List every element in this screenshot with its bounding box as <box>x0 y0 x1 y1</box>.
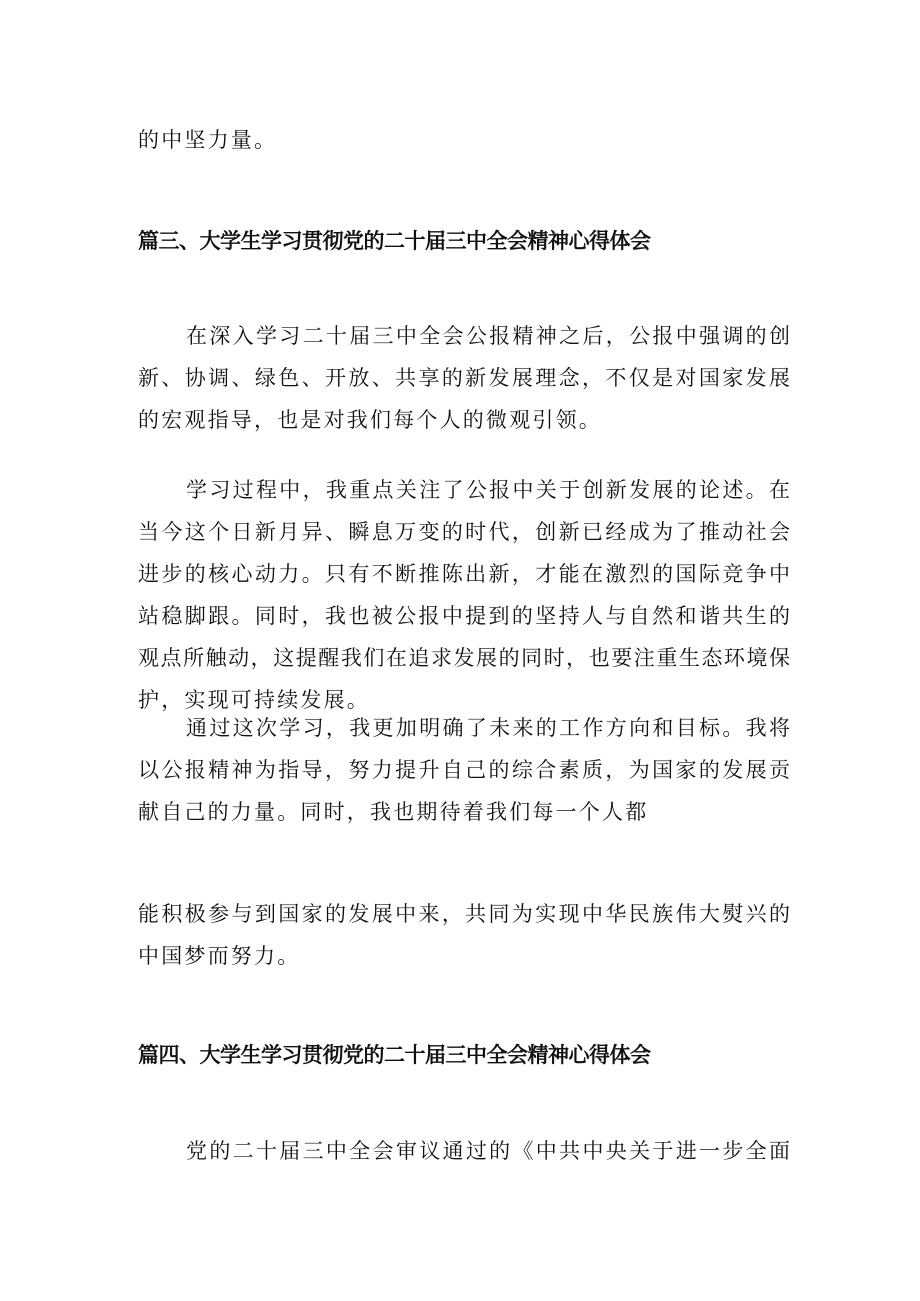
paragraph-line: 进步的核心动力。只有不断推陈出新，才能在激烈的国际竞争中 <box>138 562 790 586</box>
paragraph-line: 以公报精神为指导，努力提升自己的综合素质，为国家的发展贡 <box>138 758 790 782</box>
section3-paragraph-2 <box>138 469 790 721</box>
section-heading-4: 篇四、大学生学习贯彻党的二十届三中全会精神心得体会 <box>138 1043 651 1067</box>
paragraph-line: 当今这个日新月异、瞬息万变的时代，创新已经成为了推动社会 <box>138 520 790 544</box>
paragraph-line: 的宏观指导，也是对我们每个人的微观引领。 <box>138 408 602 432</box>
paragraph-line: 中国梦而努力。 <box>138 944 301 968</box>
section3-paragraph-1 <box>138 315 790 441</box>
paragraph-line: 观点所触动，这提醒我们在追求发展的同时，也要注重生态环境保 <box>138 646 790 670</box>
section3-paragraph-4 <box>138 893 790 977</box>
paragraph-line: 在深入学习二十届三中全会公报精神之后，公报中强调的创 <box>186 324 790 348</box>
paragraph-line: 新、协调、绿色、开放、共享的新发展理念，不仅是对国家发展 <box>138 366 790 390</box>
paragraph-line: 学习过程中，我重点关注了公报中关于创新发展的论述。在 <box>186 478 790 502</box>
section-heading-3: 篇三、大学生学习贯彻党的二十届三中全会精神心得体会 <box>138 229 651 253</box>
paragraph-line: 通过这次学习，我更加明确了未来的工作方向和目标。我将 <box>186 716 790 740</box>
paragraph-line: 的中坚力量。 <box>138 128 278 152</box>
fragment-paragraph <box>138 119 790 161</box>
section4-paragraph-1 <box>138 1130 790 1172</box>
section3-paragraph-3 <box>138 707 790 833</box>
paragraph-line: 党的二十届三中全会审议通过的《中共中央关于进一步全面 <box>186 1139 790 1163</box>
paragraph-line: 能积极参与到国家的发展中来，共同为实现中华民族伟大熨兴的 <box>138 902 790 926</box>
paragraph-line: 站稳脚跟。同时，我也被公报中提到的坚持人与自然和谐共生的 <box>138 604 790 628</box>
paragraph-line: 献自己的力量。同时，我也期待着我们每一个人都 <box>138 800 649 824</box>
paragraph-line: 护，实现可持续发展。 <box>138 688 370 712</box>
